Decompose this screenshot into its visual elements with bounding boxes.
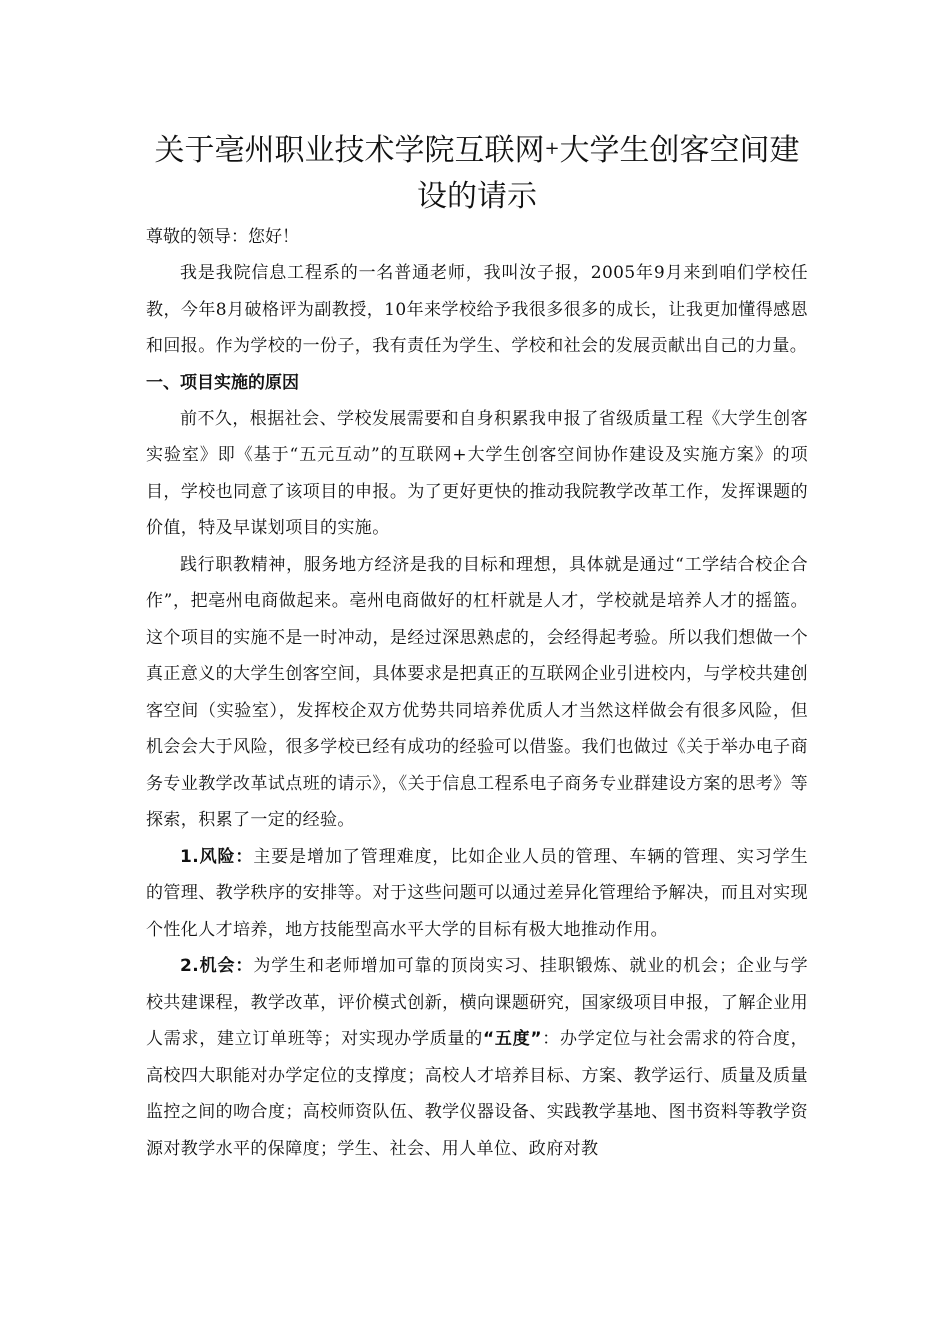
- section1-heading: 一、项目实施的原因: [146, 372, 299, 393]
- risk-lead: 1.风险：: [180, 846, 254, 867]
- title-main: 关于亳州职业技术学院互联网: [154, 133, 545, 168]
- opportunity-paragraph: [146, 948, 808, 1167]
- document-page: [146, 128, 808, 1167]
- risk-text: 主要是增加了管理难度，比如企业人员的管理、车辆的管理、实习学生的管理、教学秩序的安排等。对于这些问题可以通过差异化管理给予解决，而且对实现个性化人才培养，地方技能型高水平大学的目标有极大地推动作用。: [146, 846, 808, 940]
- section1-paragraph-1: 前不久，根据社会、学校发展需要和自身积累我申报了省级质量工程《大学生创客实验室》即《基于“五元互动”的互联网+大学生创客空间协作建设及实施方案》的项目，学校也同意了该项目的申报。为了更好更快的推动我院教学改革工作，发挥课题的价值，特及早谋划项目的实施。: [146, 408, 808, 538]
- intro-paragraph: 我是我院信息工程系的一名普通老师，我叫汝子报，2005年9月来到咱们学校任教，今年8月破格评为副教授，10年来学校给予我很多很多的成长，让我更加懂得感恩和回报。作为学校的一份子，我有责任为学生、学校和社会的发展贡献出自己的力量。: [146, 263, 808, 356]
- opportunity-text-b: ：办学定位与社会需求的符合度，高校四大职能对办学定位的支撑度；高校人才培养目标、方案、教学运行、质量及质量监控之间的吻合度；高校师资队伍、教学仪器设备、实践教学基地、图书资料等教学资源对教学水平的保障度；学生、社会、用人单位、政府对教: [146, 1029, 809, 1159]
- document-title: [146, 128, 808, 220]
- section1-paragraph-2: 践行职教精神，服务地方经济是我的目标和理想，具体就是通过“工学结合校企合作”，把亳州电商做起来。亳州电商做好的杠杆就是人才，学校就是培养人才的摇篮。这个项目的实施不是一时冲动，是经过深思熟虑的，会经得起考验。所以我们想做一个真正意义的大学生创客空间，具体要求是把真正的互联网企业引进校内，与学校共建创客空间（实验室），发挥校企双方优势共同培养优质人才当然这样做会有很多风险，但机会会大于风险，很多学校已经有成功的经验可以借鉴。我们也做过《关于举办电子商务专业教学改革试点班的请示》，《关于信息工程系电子商务专业群建设方案的思考》等探索，积累了一定的经验。: [146, 554, 808, 830]
- title-rest: 大学生创客空间建设的请示: [417, 133, 800, 214]
- title-superscript: +: [544, 138, 560, 159]
- opportunity-emphasis: “五度”: [483, 1029, 542, 1049]
- greeting: 尊敬的领导：您好！: [146, 227, 299, 247]
- risk-paragraph: [146, 839, 808, 949]
- opportunity-text-a: 为学生和老师增加可靠的顶岗实习、挂职锻炼、就业的机会；企业与学校共建课程，教学改革，评价模式创新，横向课题研究，国家级项目申报，了解企业用人需求，建立订单班等；对实现办学质量的: [146, 956, 808, 1049]
- opportunity-lead: 2.机会：: [180, 956, 254, 976]
